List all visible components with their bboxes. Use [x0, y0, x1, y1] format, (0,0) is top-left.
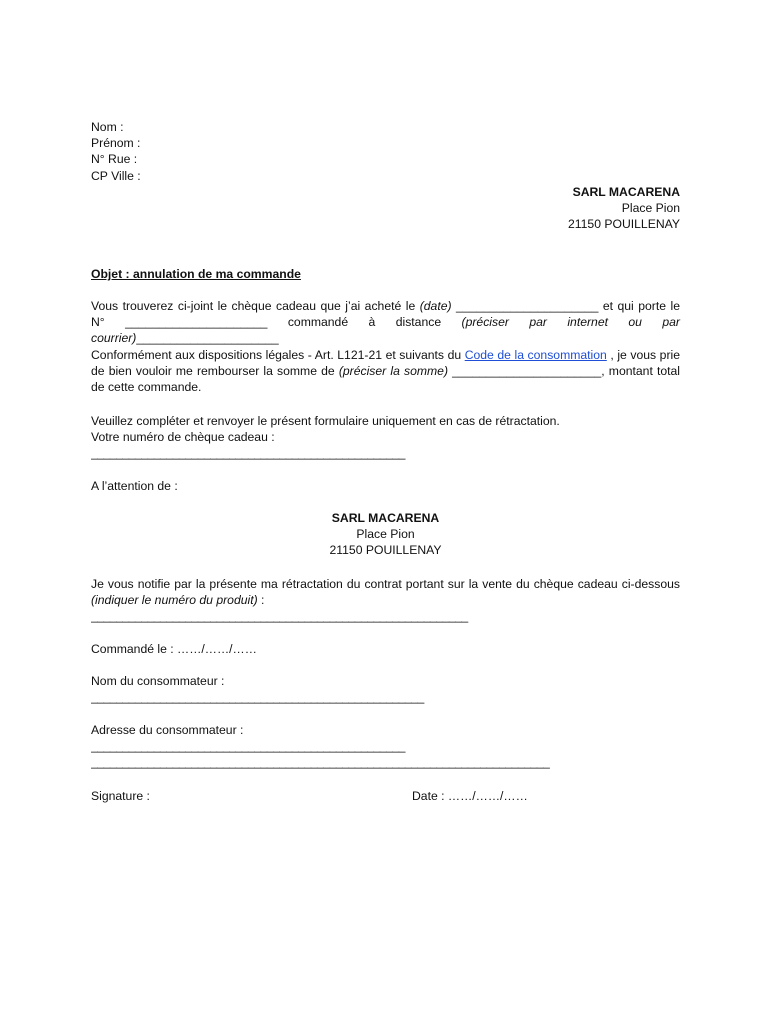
- recipient-city: 21150 POUILLENAY: [567, 217, 680, 232]
- ordered-date-field[interactable]: Commandé le : ……/……/……: [91, 642, 257, 656]
- para1-date-hint: (date): [419, 299, 452, 313]
- recipient-name: SARL MACARENA: [572, 185, 680, 199]
- form-intro-line1: Veuillez compléter et renvoyer le présent formulaire uniquement en cas de rétractation.: [91, 414, 560, 428]
- sender-rue: N° Rue :: [91, 152, 138, 167]
- date-field[interactable]: Date : ……/……/……: [412, 789, 528, 803]
- paragraph-refund: [91, 347, 680, 396]
- sender-ville: CP Ville :: [91, 168, 141, 183]
- para2-text-2: , je vous prie de bien vouloir me rembourser la somme de: [91, 348, 681, 379]
- ordered-line: [91, 641, 680, 657]
- recipient-street: Place Pion: [621, 201, 680, 216]
- notification-text-1: Je vous notifie par la présente ma rétractation du contrat portant sur la vente du chèque cadeau ci-dessous: [91, 577, 680, 591]
- notification-paragraph: [91, 576, 680, 625]
- consumer-address-field-1[interactable]: __________________________________________________: [91, 739, 405, 754]
- recipient2-street: Place Pion: [356, 527, 415, 542]
- paragraph-cheque: [91, 298, 680, 347]
- notification-text-2: :: [257, 593, 265, 608]
- para2-amount-hint: (préciser la somme): [338, 364, 449, 379]
- consumer-name-block: [91, 673, 680, 705]
- signature-label: Signature :: [91, 789, 150, 803]
- sender-nom: Nom :: [91, 120, 124, 134]
- para1-mode-hint: (préciser par internet ou par courrier): [91, 315, 680, 346]
- consumer-name-label: Nom du consommateur :: [91, 674, 225, 688]
- para1-text-1: Vous trouverez ci-joint le chèque cadeau que j’ai acheté le: [91, 299, 420, 313]
- form-intro: [91, 413, 680, 462]
- consumer-address-block: [91, 722, 680, 771]
- para2-text-3: ______________________, montant total de cette commande.: [91, 364, 680, 395]
- sender-block: [91, 119, 680, 184]
- form-intro-line2: Votre numéro de chèque cadeau :: [91, 430, 275, 445]
- subject-line: [91, 266, 680, 282]
- attention-label: A l’attention de :: [91, 479, 178, 493]
- attention-line: [91, 478, 680, 494]
- code-consommation-link[interactable]: Code de la consommation: [464, 348, 607, 362]
- consumer-address-label: Adresse du consommateur :: [91, 723, 244, 737]
- consumer-name-field[interactable]: _____________________________________________________: [91, 690, 424, 705]
- recipient2-city: 21150 POUILLENAY: [329, 543, 442, 558]
- product-number-field[interactable]: ____________________________________________________________: [91, 609, 468, 624]
- notification-product-hint: (indiquer le numéro du produit): [91, 593, 258, 608]
- para2-text-1: Conformément aux dispositions légales - Art. L121-21 et suivants du: [91, 348, 465, 362]
- recipient-block: [91, 184, 680, 233]
- consumer-address-field-2[interactable]: _________________________________________________________________________: [91, 755, 550, 770]
- recipient2-block: [91, 510, 680, 559]
- para1-text-2: _____________________ et qui porte le N° _____________________ commandé à distance: [91, 299, 680, 330]
- cheque-number-field[interactable]: __________________________________________________: [91, 446, 405, 461]
- recipient2-name: SARL MACARENA: [331, 511, 440, 525]
- sender-prenom: Prénom :: [91, 136, 141, 151]
- para1-text-3: _____________________: [136, 331, 279, 346]
- subject: Objet : annulation de ma commande: [91, 267, 301, 281]
